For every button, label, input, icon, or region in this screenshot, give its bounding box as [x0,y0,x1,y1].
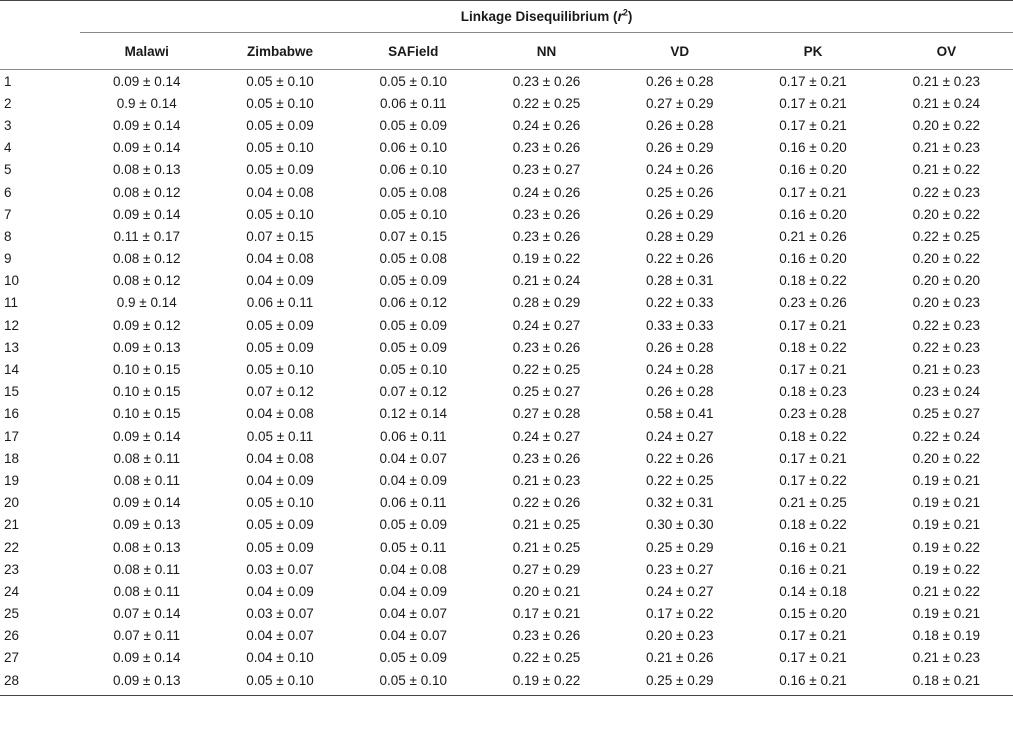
group-header-row [0,1,1013,34]
ov-cell: 0.20 ± 0.23 [912,295,981,311]
table-row [0,558,1013,580]
vd-cell: 0.25 ± 0.29 [646,672,714,688]
vd-cell: 0.25 ± 0.29 [646,539,714,555]
safield-cell: 0.05 ± 0.09 [379,317,447,333]
zimbabwe-cell: 0.05 ± 0.09 [246,339,314,355]
vd-cell: 0.58 ± 0.41 [646,406,714,422]
vd-cell: 0.26 ± 0.28 [646,339,714,355]
column-header-nn: NN [480,33,613,70]
nn-cell: 0.20 ± 0.21 [512,583,581,599]
pk-cell: 0.17 ± 0.21 [779,650,847,666]
pk-cell: 0.16 ± 0.21 [779,539,847,555]
ov-cell: 0.19 ± 0.22 [912,561,981,577]
group-header-label [80,1,1013,33]
malawi-cell: 0.10 ± 0.15 [113,384,181,400]
ov-cell: 0.22 ± 0.23 [912,184,981,200]
table-row [0,425,1013,447]
table-body [0,70,1013,696]
malawi-cell: 0.08 ± 0.13 [113,539,181,555]
zimbabwe-cell: 0.05 ± 0.10 [246,140,314,156]
vd-cell: 0.26 ± 0.28 [646,384,714,400]
table-row [0,358,1013,380]
ov-cell: 0.21 ± 0.23 [912,650,981,666]
malawi-cell: 0.09 ± 0.14 [113,206,181,222]
group-header-spacer [0,1,80,34]
ov-cell: 0.19 ± 0.21 [912,495,981,511]
table-row [0,492,1013,514]
malawi-cell: 0.09 ± 0.14 [113,495,181,511]
table-row [0,403,1013,425]
column-header-vd: VD [613,33,746,70]
ov-cell: 0.22 ± 0.23 [912,339,981,355]
nn-cell: 0.28 ± 0.29 [512,295,581,311]
vd-cell: 0.22 ± 0.26 [646,450,714,466]
safield-cell: 0.04 ± 0.09 [379,583,447,599]
nn-cell: 0.22 ± 0.25 [512,650,581,666]
vd-cell: 0.24 ± 0.26 [646,162,714,178]
vd-cell: 0.23 ± 0.27 [646,561,714,577]
pk-cell: 0.18 ± 0.23 [779,384,847,400]
pk-cell: 0.17 ± 0.21 [779,73,847,89]
pk-cell: 0.16 ± 0.20 [779,140,847,156]
ov-cell: 0.18 ± 0.21 [912,672,981,688]
malawi-cell: 0.11 ± 0.17 [113,228,180,244]
row-index: 15 [4,384,20,400]
nn-cell: 0.24 ± 0.27 [512,317,581,333]
vd-cell: 0.20 ± 0.23 [646,628,714,644]
vd-cell: 0.27 ± 0.29 [646,95,714,111]
zimbabwe-cell: 0.07 ± 0.12 [246,384,314,400]
pk-cell: 0.21 ± 0.25 [779,495,847,511]
row-index: 16 [4,406,20,422]
table-row [0,225,1013,247]
pk-cell: 0.23 ± 0.28 [779,406,847,422]
vd-cell: 0.26 ± 0.28 [646,73,714,89]
table-row [0,514,1013,536]
zimbabwe-cell: 0.03 ± 0.07 [246,561,314,577]
table-row [0,625,1013,647]
malawi-cell: 0.09 ± 0.14 [113,428,181,444]
zimbabwe-cell: 0.04 ± 0.09 [246,472,314,488]
column-header-safield: SAField [347,33,480,70]
safield-cell: 0.05 ± 0.08 [379,184,447,200]
ov-cell: 0.22 ± 0.24 [912,428,981,444]
table-row [0,336,1013,358]
zimbabwe-cell: 0.05 ± 0.10 [246,206,314,222]
nn-cell: 0.22 ± 0.26 [512,495,581,511]
row-index: 17 [4,428,20,444]
table-row [0,270,1013,292]
safield-cell: 0.05 ± 0.11 [380,539,447,555]
group-header-text: Linkage Disequilibrium ( [460,9,618,24]
pk-cell: 0.17 ± 0.21 [779,117,847,133]
ov-cell: 0.19 ± 0.21 [912,472,981,488]
safield-cell: 0.05 ± 0.10 [379,362,447,378]
zimbabwe-cell: 0.04 ± 0.09 [246,583,314,599]
safield-cell: 0.05 ± 0.10 [379,206,447,222]
table-row [0,292,1013,314]
safield-cell: 0.06 ± 0.11 [380,428,447,444]
group-header-variable: r [617,9,623,24]
nn-cell: 0.21 ± 0.23 [512,472,581,488]
nn-cell: 0.22 ± 0.25 [512,362,581,378]
pk-cell: 0.18 ± 0.22 [779,428,847,444]
row-index: 5 [4,162,12,178]
ov-cell: 0.23 ± 0.24 [912,384,981,400]
safield-cell: 0.04 ± 0.07 [379,606,447,622]
nn-cell: 0.25 ± 0.27 [512,384,581,400]
safield-cell: 0.05 ± 0.09 [379,517,447,533]
vd-cell: 0.24 ± 0.28 [646,362,714,378]
vd-cell: 0.28 ± 0.29 [646,228,714,244]
zimbabwe-cell: 0.04 ± 0.09 [246,273,314,289]
zimbabwe-cell: 0.05 ± 0.09 [246,517,314,533]
row-index: 1 [4,73,12,89]
malawi-cell: 0.08 ± 0.11 [113,561,180,577]
pk-cell: 0.17 ± 0.22 [779,472,847,488]
safield-cell: 0.06 ± 0.10 [379,140,447,156]
pk-cell: 0.17 ± 0.21 [779,628,847,644]
ov-cell: 0.21 ± 0.23 [912,73,981,89]
vd-cell: 0.22 ± 0.25 [646,472,714,488]
vd-cell: 0.24 ± 0.27 [646,583,714,599]
zimbabwe-cell: 0.04 ± 0.08 [246,450,314,466]
pk-cell: 0.17 ± 0.21 [779,95,847,111]
ov-cell: 0.25 ± 0.27 [912,406,981,422]
table-header [0,1,1013,70]
malawi-cell: 0.07 ± 0.11 [113,628,180,644]
nn-cell: 0.23 ± 0.26 [512,339,581,355]
pk-cell: 0.15 ± 0.20 [779,606,847,622]
table-row [0,603,1013,625]
table-row [0,647,1013,669]
zimbabwe-cell: 0.04 ± 0.08 [246,251,314,267]
ov-cell: 0.20 ± 0.22 [912,450,981,466]
zimbabwe-cell: 0.05 ± 0.10 [246,95,314,111]
ov-cell: 0.19 ± 0.22 [912,539,981,555]
nn-cell: 0.21 ± 0.25 [512,517,581,533]
ov-cell: 0.19 ± 0.21 [912,517,981,533]
table-row [0,381,1013,403]
vd-cell: 0.22 ± 0.26 [646,251,714,267]
table-row [0,469,1013,491]
vd-cell: 0.26 ± 0.28 [646,117,714,133]
safield-cell: 0.07 ± 0.15 [379,228,447,244]
table-row [0,447,1013,469]
pk-cell: 0.16 ± 0.20 [779,162,847,178]
malawi-cell: 0.08 ± 0.11 [113,472,180,488]
ov-cell: 0.20 ± 0.22 [912,251,981,267]
safield-cell: 0.06 ± 0.11 [380,95,447,111]
zimbabwe-cell: 0.05 ± 0.10 [246,495,314,511]
row-index: 4 [4,140,12,156]
safield-cell: 0.04 ± 0.07 [379,450,447,466]
zimbabwe-cell: 0.04 ± 0.08 [246,406,314,422]
nn-cell: 0.23 ± 0.27 [512,162,581,178]
nn-cell: 0.19 ± 0.22 [512,672,581,688]
nn-cell: 0.27 ± 0.29 [512,561,581,577]
vd-cell: 0.21 ± 0.26 [646,650,714,666]
safield-cell: 0.05 ± 0.09 [379,650,447,666]
vd-cell: 0.24 ± 0.27 [646,428,714,444]
nn-cell: 0.22 ± 0.25 [512,95,581,111]
row-index: 26 [4,628,20,644]
nn-cell: 0.19 ± 0.22 [512,251,581,267]
column-header-index [0,33,80,70]
pk-cell: 0.17 ± 0.21 [779,317,847,333]
safield-cell: 0.06 ± 0.10 [379,162,447,178]
safield-cell: 0.05 ± 0.09 [379,339,447,355]
zimbabwe-cell: 0.05 ± 0.09 [246,117,314,133]
column-header-zimbabwe: Zimbabwe [213,33,346,70]
ov-cell: 0.22 ± 0.23 [912,317,981,333]
row-index: 27 [4,650,20,666]
malawi-cell: 0.08 ± 0.12 [113,184,181,200]
safield-cell: 0.04 ± 0.07 [379,628,447,644]
safield-cell: 0.05 ± 0.10 [379,73,447,89]
malawi-cell: 0.09 ± 0.13 [113,517,181,533]
table-row [0,203,1013,225]
row-index: 9 [4,251,12,267]
zimbabwe-cell: 0.05 ± 0.10 [246,362,314,378]
row-index: 18 [4,450,20,466]
safield-cell: 0.06 ± 0.11 [380,495,447,511]
nn-cell: 0.23 ± 0.26 [512,206,581,222]
zimbabwe-cell: 0.03 ± 0.07 [246,606,314,622]
ov-cell: 0.20 ± 0.20 [912,273,981,289]
ov-cell: 0.21 ± 0.23 [912,362,981,378]
safield-cell: 0.04 ± 0.09 [379,472,447,488]
pk-cell: 0.18 ± 0.22 [779,517,847,533]
safield-cell: 0.04 ± 0.08 [379,561,447,577]
malawi-cell: 0.08 ± 0.11 [113,583,180,599]
malawi-cell: 0.09 ± 0.14 [113,73,181,89]
ov-cell: 0.21 ± 0.22 [912,583,981,599]
nn-cell: 0.24 ± 0.26 [512,184,581,200]
pk-cell: 0.17 ± 0.21 [779,362,847,378]
nn-cell: 0.23 ± 0.26 [512,73,581,89]
table-row [0,669,1013,695]
pk-cell: 0.23 ± 0.26 [779,295,847,311]
vd-cell: 0.17 ± 0.22 [646,606,714,622]
table-row [0,248,1013,270]
malawi-cell: 0.09 ± 0.14 [113,650,181,666]
row-index: 6 [4,184,12,200]
column-header-pk: PK [746,33,879,70]
malawi-cell: 0.08 ± 0.13 [113,162,181,178]
row-index: 10 [4,273,20,289]
ov-cell: 0.20 ± 0.22 [912,206,981,222]
row-index: 23 [4,561,20,577]
malawi-cell: 0.07 ± 0.14 [113,606,181,622]
table-row [0,137,1013,159]
group-header-cell [80,1,1013,34]
malawi-cell: 0.08 ± 0.11 [113,450,180,466]
pk-cell: 0.16 ± 0.20 [779,206,847,222]
group-header-close: ) [627,9,633,24]
table-row [0,159,1013,181]
zimbabwe-cell: 0.05 ± 0.09 [246,317,314,333]
malawi-cell: 0.10 ± 0.15 [113,406,181,422]
table-row [0,181,1013,203]
zimbabwe-cell: 0.06 ± 0.11 [246,295,314,311]
safield-cell: 0.05 ± 0.09 [379,273,447,289]
malawi-cell: 0.09 ± 0.14 [113,140,181,156]
row-index: 28 [4,672,20,688]
malawi-cell: 0.09 ± 0.13 [113,339,181,355]
nn-cell: 0.23 ± 0.26 [512,450,581,466]
pk-cell: 0.17 ± 0.21 [779,450,847,466]
safield-cell: 0.06 ± 0.12 [379,295,447,311]
vd-cell: 0.25 ± 0.26 [646,184,714,200]
zimbabwe-cell: 0.05 ± 0.09 [246,162,314,178]
safield-cell: 0.12 ± 0.14 [379,406,447,422]
malawi-cell: 0.9 ± 0.14 [116,295,177,311]
zimbabwe-cell: 0.05 ± 0.10 [246,73,314,89]
ov-cell: 0.22 ± 0.25 [912,228,981,244]
table-bottom-rule [0,695,1013,696]
vd-cell: 0.22 ± 0.33 [646,295,714,311]
nn-cell: 0.21 ± 0.24 [512,273,581,289]
row-index: 20 [4,495,20,511]
malawi-cell: 0.09 ± 0.13 [113,672,181,688]
malawi-cell: 0.10 ± 0.15 [113,362,181,378]
malawi-cell: 0.08 ± 0.12 [113,251,181,267]
row-index: 19 [4,472,20,488]
row-index: 14 [4,362,20,378]
zimbabwe-cell: 0.05 ± 0.10 [246,672,314,688]
pk-cell: 0.16 ± 0.21 [779,672,847,688]
zimbabwe-cell: 0.04 ± 0.10 [246,650,314,666]
malawi-cell: 0.09 ± 0.14 [113,117,181,133]
zimbabwe-cell: 0.05 ± 0.09 [246,539,314,555]
vd-cell: 0.32 ± 0.31 [646,495,714,511]
group-header-exponent: 2 [622,7,628,18]
pk-cell: 0.16 ± 0.21 [779,561,847,577]
malawi-cell: 0.09 ± 0.12 [113,317,181,333]
table-row [0,114,1013,136]
row-index: 8 [4,228,12,244]
pk-cell: 0.18 ± 0.22 [779,273,847,289]
ov-cell: 0.20 ± 0.22 [912,117,981,133]
nn-cell: 0.24 ± 0.27 [512,428,581,444]
ov-cell: 0.21 ± 0.23 [912,140,981,156]
zimbabwe-cell: 0.07 ± 0.15 [246,228,314,244]
row-index: 25 [4,606,20,622]
row-index: 11 [4,295,19,311]
ov-cell: 0.19 ± 0.21 [912,606,981,622]
nn-cell: 0.24 ± 0.26 [512,117,581,133]
row-index: 22 [4,539,20,555]
nn-cell: 0.17 ± 0.21 [512,606,581,622]
row-index: 21 [4,517,20,533]
malawi-cell: 0.08 ± 0.12 [113,273,181,289]
vd-cell: 0.26 ± 0.29 [646,206,714,222]
table-row [0,580,1013,602]
zimbabwe-cell: 0.04 ± 0.08 [246,184,314,200]
ov-cell: 0.21 ± 0.22 [912,162,981,178]
nn-cell: 0.21 ± 0.25 [512,539,581,555]
vd-cell: 0.33 ± 0.33 [646,317,714,333]
ov-cell: 0.21 ± 0.24 [912,95,981,111]
zimbabwe-cell: 0.04 ± 0.07 [246,628,314,644]
table-row [0,70,1013,93]
pk-cell: 0.16 ± 0.20 [779,251,847,267]
nn-cell: 0.23 ± 0.26 [512,628,581,644]
row-index: 3 [4,117,12,133]
zimbabwe-cell: 0.05 ± 0.11 [246,428,314,444]
column-header-ov: OV [880,33,1013,70]
pk-cell: 0.18 ± 0.22 [779,339,847,355]
nn-cell: 0.23 ± 0.26 [512,140,581,156]
nn-cell: 0.23 ± 0.26 [512,228,581,244]
safield-cell: 0.05 ± 0.10 [379,672,447,688]
vd-cell: 0.30 ± 0.30 [646,517,714,533]
ov-cell: 0.18 ± 0.19 [912,628,981,644]
table-row [0,314,1013,336]
pk-cell: 0.21 ± 0.26 [779,228,847,244]
nn-cell: 0.27 ± 0.28 [512,406,581,422]
safield-cell: 0.07 ± 0.12 [379,384,447,400]
malawi-cell: 0.9 ± 0.14 [116,95,177,111]
column-header-row [0,33,1013,70]
row-index: 7 [4,206,12,222]
pk-cell: 0.17 ± 0.21 [779,184,847,200]
vd-cell: 0.28 ± 0.31 [646,273,714,289]
column-header-malawi: Malawi [80,33,213,70]
pk-cell: 0.14 ± 0.18 [779,583,847,599]
row-index: 13 [4,339,20,355]
safield-cell: 0.05 ± 0.09 [379,117,447,133]
vd-cell: 0.26 ± 0.29 [646,140,714,156]
row-index: 12 [4,317,20,333]
row-index: 2 [4,95,12,111]
safield-cell: 0.05 ± 0.08 [379,251,447,267]
table-row [0,536,1013,558]
row-index: 24 [4,583,20,599]
table-row [0,92,1013,114]
